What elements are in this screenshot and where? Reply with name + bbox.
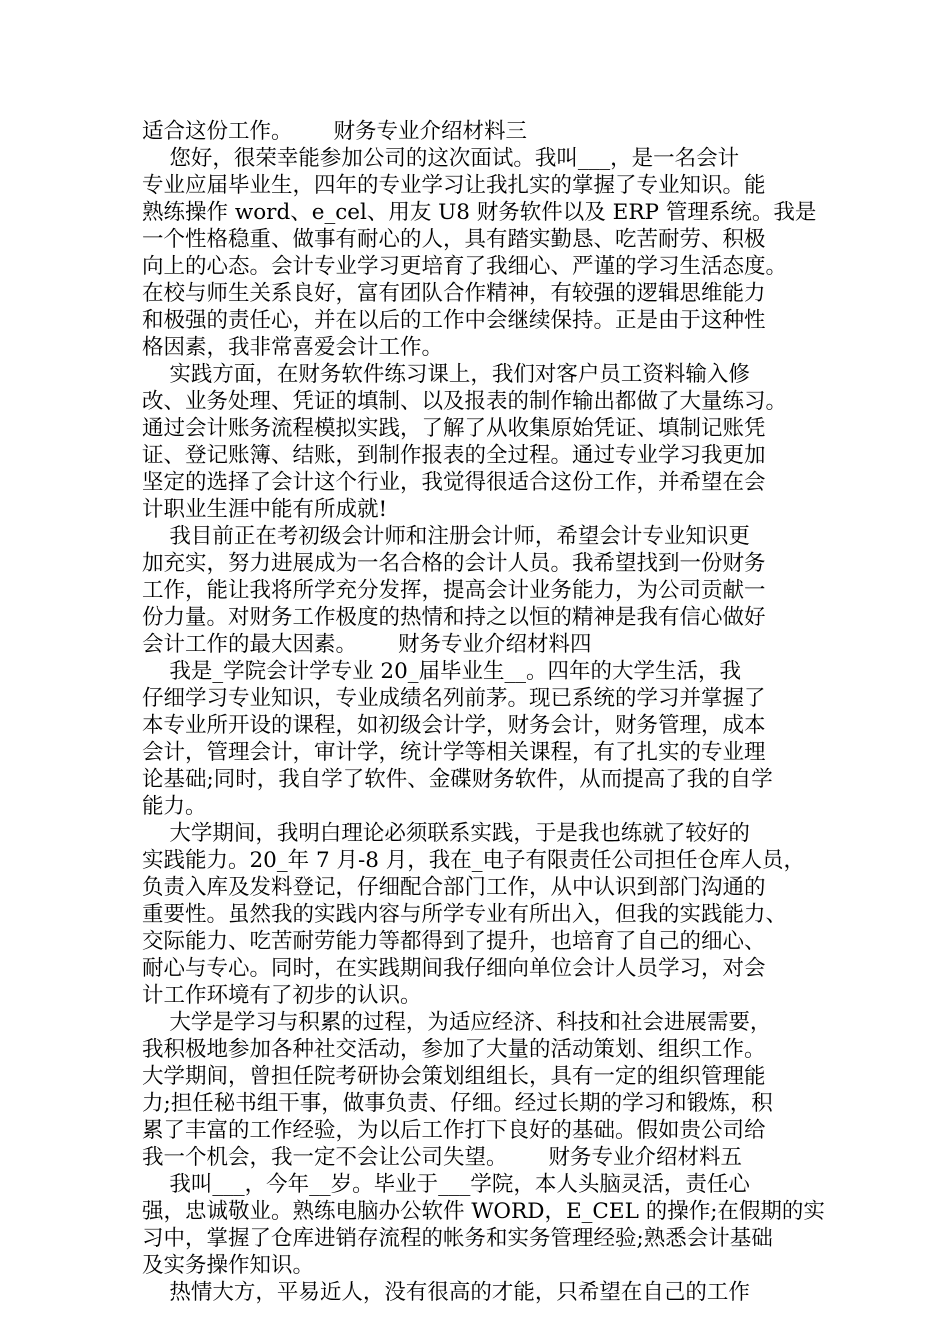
text-line: 本专业所开设的课程，如初级会计学，财务会计，财务管理，成本 — [142, 713, 766, 738]
text-line: 我一个机会，我一定不会让公司失望。 财务专业介绍材料五 — [142, 1145, 743, 1170]
text-line: 实践方面，在财务软件练习课上，我们对客户员工资料输入修 — [142, 362, 750, 387]
text-line: 会计，管理会计，审计学，统计学等相关课程，有了扎实的专业理 — [142, 740, 766, 765]
text-line: 习中，掌握了仓库进销存流程的帐务和实务管理经验;熟悉会计基础 — [142, 1226, 773, 1251]
text-line: 仔细学习专业知识，专业成绩名列前茅。现已系统的学习并掌握了 — [142, 686, 766, 711]
text-line: 在校与师生关系良好，富有团队合作精神，有较强的逻辑思维能力 — [142, 281, 766, 306]
text-line: 会计工作的最大因素。 财务专业介绍材料四 — [142, 632, 592, 657]
text-line: 负责入库及发料登记，仔细配合部门工作，从中认识到部门沟通的 — [142, 875, 766, 900]
text-line: 工作，能让我将所学充分发挥，提高会计业务能力，为公司贡献一 — [142, 578, 766, 603]
text-line: 实践能力。20_年 7 月-8 月，我在_电子有限责任公司担任仓库人员， — [142, 848, 805, 873]
text-line: 熟练操作 word、e_cel、用友 U8 财务软件以及 ERP 管理系统。我是 — [142, 200, 817, 225]
text-line: 证、登记账簿、结账，到制作报表的全过程。通过专业学习我更加 — [142, 443, 766, 468]
text-line: 及实务操作知识。 — [142, 1253, 315, 1278]
text-line: 改、业务处理、凭证的填制、以及报表的制作输出都做了大量练习。 — [142, 389, 788, 414]
text-line: 适合这份工作。 财务专业介绍材料三 — [142, 119, 528, 144]
text-line: 强，忠诚敬业。熟练电脑办公软件 WORD，E_CEL 的操作;在假期的实 — [142, 1199, 825, 1224]
text-line: 您好，很荣幸能参加公司的这次面试。我叫___，是一名会计 — [142, 146, 740, 171]
text-line: 加充实，努力进展成为一名合格的会计人员。我希望找到一份财务 — [142, 551, 766, 576]
text-line: 和极强的责任心，并在以后的工作中会继续保持。正是由于这种性 — [142, 308, 766, 333]
text-line: 格因素，我非常喜爱会计工作。 — [142, 335, 444, 360]
text-line: 交际能力、吃苦耐劳能力等都得到了提升，也培育了自己的细心、 — [142, 929, 766, 954]
text-line: 大学期间，我明白理论必须联系实践，于是我也练就了较好的 — [142, 821, 750, 846]
text-line: 大学是学习与积累的过程，为适应经济、科技和社会进展需要， — [142, 1010, 772, 1035]
text-line: 我是_学院会计学专业 20_届毕业生__。四年的大学生活，我 — [142, 659, 742, 684]
text-line: 我叫___，今年__岁。毕业于___学院，本人头脑灵活，责任心 — [142, 1172, 750, 1197]
text-line: 热情大方，平易近人，没有很高的才能，只希望在自己的工作 — [142, 1280, 750, 1305]
text-line: 计职业生涯中能有所成就! — [142, 497, 388, 522]
text-line: 计工作环境有了初步的认识。 — [142, 983, 422, 1008]
text-line: 向上的心态。会计专业学习更培育了我细心、严谨的学习生活态度。 — [142, 254, 788, 279]
text-line: 我目前正在考初级会计师和注册会计师，希望会计专业知识更 — [142, 524, 750, 549]
text-line: 大学期间，曾担任院考研协会策划组组长，具有一定的组织管理能 — [142, 1064, 766, 1089]
text-line: 通过会计账务流程模拟实践，了解了从收集原始凭证、填制记账凭 — [142, 416, 766, 441]
text-line: 坚定的选择了会计这个行业，我觉得很适合这份工作，并希望在会 — [142, 470, 766, 495]
text-line: 累了丰富的工作经验，为以后工作打下良好的基础。假如贵公司给 — [142, 1118, 766, 1143]
text-line: 耐心与专心。同时，在实践期间我仔细向单位会计人员学习，对会 — [142, 956, 766, 981]
text-line: 重要性。虽然我的实践内容与所学专业有所出入，但我的实践能力、 — [142, 902, 788, 927]
text-line: 份力量。对财务工作极度的热情和持之以恒的精神是我有信心做好 — [142, 605, 766, 630]
text-line: 我积极地参加各种社交活动，参加了大量的活动策划、组织工作。 — [142, 1037, 766, 1062]
text-line: 能力。 — [142, 794, 207, 819]
document-body — [142, 118, 825, 1306]
text-line: 力;担任秘书组干事，做事负责、仔细。经过长期的学习和锻炼，积 — [142, 1091, 773, 1116]
text-line: 专业应届毕业生，四年的专业学习让我扎实的掌握了专业知识。能 — [142, 173, 766, 198]
text-line: 一个性格稳重、做事有耐心的人，具有踏实勤恳、吃苦耐劳、积极 — [142, 227, 766, 252]
text-line: 论基础;同时，我自学了软件、金碟财务软件，从而提高了我的自学 — [142, 767, 773, 792]
